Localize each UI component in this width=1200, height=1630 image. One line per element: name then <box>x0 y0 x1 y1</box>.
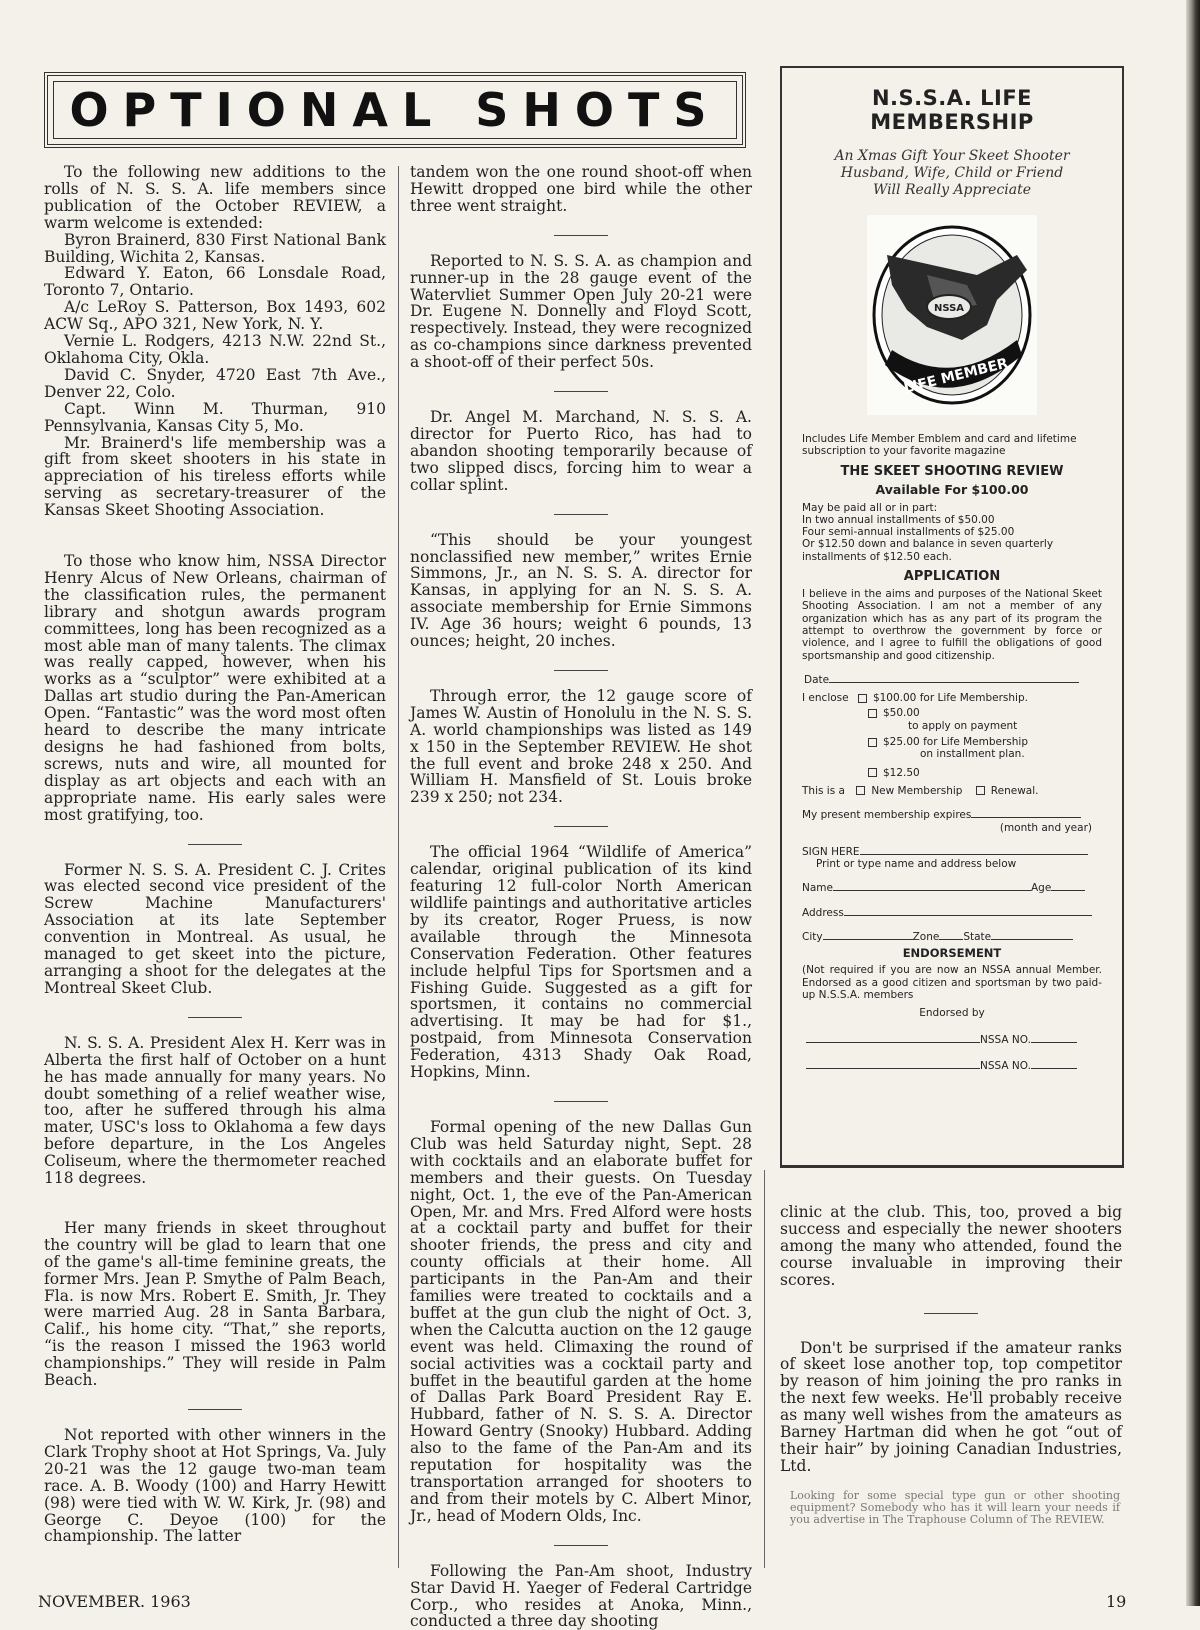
section-title: OPTIONAL SHOTS <box>69 83 721 137</box>
ad-endorsement-text: (Not required if you are now an NSSA annual Member. Endorsed as a good citizen and sportsman by two paid-up N.S.S.A. members <box>802 964 1102 1001</box>
paragraph-calendar: The official 1964 “Wildlife of America” calendar, original publication of its kind featuring 12 full-color North American wildlife paintings and authoritative articles by its creator, Roger Pruess, is now available through the Minnesota Conservation Federation. Other features include helpful Tips for Sportsmen and a Fishing Guide. Suggested as a gift for sportsmen, it contains no commercial advertising. It may be had for $1., postpaid, from Minnesota Conservation Federation, 4313 Shady Oak Road, Hopkins, Minn. <box>410 843 752 1082</box>
paragraph-clark: Not reported with other winners in the Clark Trophy shoot at Hot Springs, Va. July 20-21 was the 12 gauge two-man team race. A. B. Woody (100) and Harry Hewitt (98) were tied with W. W. Kirk, Jr. (98) and George C. Deyoe (100) for the championship. The latter <box>44 1426 386 1546</box>
endorsed-by-label: Endorsed by <box>919 1007 985 1020</box>
paragraph-brainerd: Mr. Brainerd's life membership was a gift from skeet shooters in his state in appreciation of his tireless efforts while serving as secretary-treasurer of the Kansas Skeet Shooting Association. <box>44 433 386 520</box>
ad-magazine: THE SKEET SHOOTING REVIEW <box>840 463 1064 479</box>
paragraph-austin: Through error, the 12 gauge score of James W. Austin of Honolulu in the N. S. S. A. world championships was listed as 149 x 150 in the September REVIEW. He shot the full event and broke 248 x 250. And William H. Mansfield of St. Louis broke 239 x 250; not 234. <box>410 686 752 807</box>
column-2 <box>410 164 752 1630</box>
page-edge-shadow <box>1186 0 1200 1606</box>
member-entry: Byron Brainerd, 830 First National Bank Building, Wichita 2, Kansas. <box>44 230 386 266</box>
section-divider <box>924 1313 978 1314</box>
enclose-option-12[interactable]: $12.50 <box>868 767 1122 779</box>
paragraph-tandem: tandem won the one round shoot-off when Hewitt dropped one bird while the other three went straight. <box>410 163 752 215</box>
member-entry: Vernie L. Rodgers, 4213 N.W. 22nd St., Oklahoma City, Okla. <box>44 332 386 367</box>
ad-includes: Includes Life Member Emblem and card and lifetime subscription to your favorite magazine <box>802 433 1077 458</box>
checkbox-50[interactable] <box>868 709 877 718</box>
member-entry: David C. Snyder, 4720 East 7th Ave., Denver 22, Colo. <box>44 365 386 401</box>
checkbox-renewal[interactable] <box>976 786 985 795</box>
section-divider <box>188 1017 242 1018</box>
address-field[interactable]: Address <box>802 907 1122 919</box>
paragraph-surprised: Don't be surprised if the amateur ranks of skeet lose another top, top competitor by reason of him joining the pro ranks in the next few weeks. He'll probably receive as many well wishes from the amateurs as Barney Hartman did when he got “out of their hair” by joining Canadian Industries, Ltd. <box>780 1338 1122 1475</box>
footer-date: NOVEMBER. 1963 <box>38 1592 191 1611</box>
column-rule <box>764 1170 765 1568</box>
section-divider <box>554 1101 608 1102</box>
ad-endorsement-heading: ENDORSEMENT <box>902 946 1002 961</box>
name-age-field[interactable]: Name Age <box>802 882 1122 894</box>
ad-title: N.S.S.A. LIFE MEMBERSHIP <box>870 86 1034 134</box>
ad-application-heading: APPLICATION <box>903 569 1001 585</box>
emblem-nssa-text: NSSA <box>933 303 965 314</box>
enclose-option-50[interactable]: $50.00 to apply on payment <box>868 707 1122 732</box>
paragraph-dallas: Formal opening of the new Dallas Gun Club was held Saturday night, Sept. 28 with cocktails and an elaborate buffet for members and their guests. On Tuesday night, Oct. 1, the eve of the Pan-American Open, Mr. and Mrs. Fred Alford were hosts at a cocktail party and buffet for their shooter friends, the press and city and county officials at their home. All participants in the Pan-Am and their families were treated to cocktails and a buffet at the gun club the night of Oct. 3, when the Calcutta auction on the 12 gauge event was held. Climaxing the round of social activities was a cocktail party and buffet in the beautiful garden at the home of Dallas Park Board President Ray E. Hubbard, father of N. S. S. A. Director Howard Gentry (Snooky) Hubbard. Adding also to the fame of the Pan-Am and its reputation for hospitality was the transportation arranged for shooters to and from their motels by C. Albert Minor, Jr., head of Modern Olds, Inc. <box>410 1117 752 1525</box>
ad-pledge: I believe in the aims and purposes of the National Skeet Shooting Association. I am not a member of any organization which has as any part of its program the attempt to overthrow the government by force or violence, and I agree to fulfill the obligations of good sportsmanship and good citizenship. <box>802 588 1102 662</box>
member-entry: A/c LeRoy S. Patterson, Box 1493, 602 ACW Sq., APO 321, New York, N. Y. <box>44 298 386 334</box>
emblem-life-member-text: LIFE MEMBER <box>902 355 1010 397</box>
column-rule <box>398 166 399 1568</box>
ad-price: Available For $100.00 <box>875 481 1029 497</box>
life-member-emblem <box>867 215 1037 415</box>
paragraph-watervliet: Reported to N. S. S. A. as champion and runner-up in the 28 gauge event of the Watervliet Summer Open July 20-21 were Dr. Eugene N. Donnelly and Floyd Scott, respectively. Instead, they were recognized as co-champions since darkness prevented a shoot-off of their perfect 50s. <box>410 251 752 372</box>
traphouse-note: Looking for some special type gun or other shooting equipment? Somebody who has it will learn your needs if you advertise in The Traphouse Column of The REVIEW. <box>790 1489 1120 1526</box>
date-field[interactable]: Date <box>804 674 1122 686</box>
checkbox-12[interactable] <box>868 768 877 777</box>
section-masthead <box>44 72 746 148</box>
section-divider <box>188 844 242 845</box>
life-membership-ad <box>780 66 1124 1168</box>
section-divider <box>554 670 608 671</box>
section-divider <box>554 391 608 392</box>
paragraph-smythe: Her many friends in skeet throughout the country will be glad to learn that one of the game's all-time feminine greats, the former Mrs. Jean P. Smythe of Palm Beach, Fla. is now Mrs. Robert E. Smith, Jr. They were married Aug. 28 in Santa Barbara, Calif., his home city. “That,” she reports, “is the reason I missed the 1963 world championships.” They will reside in Palm Beach. <box>44 1218 386 1390</box>
enclose-option-100[interactable]: I enclose $100.00 for Life Membership. <box>802 692 1028 705</box>
ad-payment-terms: May be paid all or in part: In two annual installments of $50.00 Four semi-annual installments of $25.00 Or $12.50 down and balance in seven quarterly installments of $12.50 each. <box>802 501 1054 563</box>
section-divider <box>554 514 608 515</box>
section-divider <box>554 826 608 827</box>
checkbox-new-membership[interactable] <box>856 786 865 795</box>
enclose-option-25[interactable]: $25.00 for Life Membership on installment plan. <box>868 736 1122 761</box>
column-3 <box>780 1204 1122 1475</box>
page-number: 19 <box>1106 1592 1127 1611</box>
column-1 <box>44 164 386 1545</box>
section-divider <box>554 235 608 236</box>
paragraph-yaeger: Following the Pan-Am shoot, Industry Star David H. Yaeger of Federal Cartridge Corp., who resides at Anoka, Minn., conducted a three day shooting <box>410 1561 752 1630</box>
paragraph-intro: To the following new additions to the rolls of N. S. S. A. life members since publication of the October REVIEW, a warm welcome is extended: <box>44 163 386 232</box>
member-entry: Edward Y. Eaton, 66 Lonsdale Road, Toronto 7, Ontario. <box>44 264 386 300</box>
paragraph-kerr: N. S. S. A. President Alex H. Kerr was in Alberta the first half of October on a hunt he has made annually for many years. No doubt something of a relief weather wise, too, after he suffered through his alma mater, USC's loss to Oklahoma a few days before departure, in the Los Angeles Coliseum, where the thermometer reached 118 degrees. <box>44 1033 386 1188</box>
paragraph-marchand: Dr. Angel M. Marchand, N. S. S. A. director for Puerto Rico, has had to abandon shooting temporarily because of two slipped discs, forcing him to wear a collar splint. <box>410 408 752 494</box>
ad-subtitle: An Xmas Gift Your Skeet Shooter Husband, Wife, Child or Friend Will Really Appreciate <box>834 148 1070 198</box>
member-entry: Capt. Winn M. Thurman, 910 Pennsylvania, Kansas City 5, Mo. <box>44 399 386 435</box>
paragraph-simmons: “This should be your youngest nonclassified new member,” writes Ernie Simmons, Jr., an N. S. S. A. director for Kansas, in applying for an N. S. S. A. associate membership for Ernie Simmons IV. Age 36 hours; weight 6 pounds, 13 ounces; height, 20 inches. <box>410 530 752 651</box>
endorser-2-field[interactable]: NSSA NO. <box>806 1060 1122 1072</box>
city-zone-state-field[interactable]: City Zone State <box>802 931 1122 943</box>
paragraph-clinic: clinic at the club. This, too, proved a big success and especially the newer shooters among the many who attended, found the course invaluable in improving their scores. <box>780 1203 1122 1289</box>
section-divider <box>554 1545 608 1546</box>
checkbox-25[interactable] <box>868 738 877 747</box>
paragraph-alcus: To those who know him, NSSA Director Henry Alcus of New Orleans, chairman of the classification rules, the permanent library and shotgun awards program committees, long has been recognized as a most able man of many talents. The climax was really capped, however, when his works as a “sculptor” were exhibited at a Dallas art studio during the Pan-American Open. “Fantastic” was the word most often heard to describe the many intricate designs he had fashioned from bolts, screws, nuts and wire, all mounted for display as art objects and each with an appropriate name. His early sales were most gratifying, too. <box>44 552 386 824</box>
signature-field[interactable]: SIGN HERE Print or type name and address below <box>802 846 1122 871</box>
endorser-1-field[interactable]: NSSA NO. <box>806 1034 1122 1046</box>
expires-field[interactable]: My present membership expires (month and year) <box>802 809 1092 834</box>
membership-type-row: This is a New Membership Renewal. <box>802 784 1039 797</box>
checkbox-100[interactable] <box>858 694 867 703</box>
paragraph-crites: Former N. S. S. A. President C. J. Crites was elected second vice president of the Screw Machine Manufacturers' Association at its late September convention in Montreal. As usual, he managed to get skeet into the picture, arranging a shoot for the delegates at the Montreal Skeet Club. <box>44 860 386 997</box>
section-divider <box>188 1409 242 1410</box>
